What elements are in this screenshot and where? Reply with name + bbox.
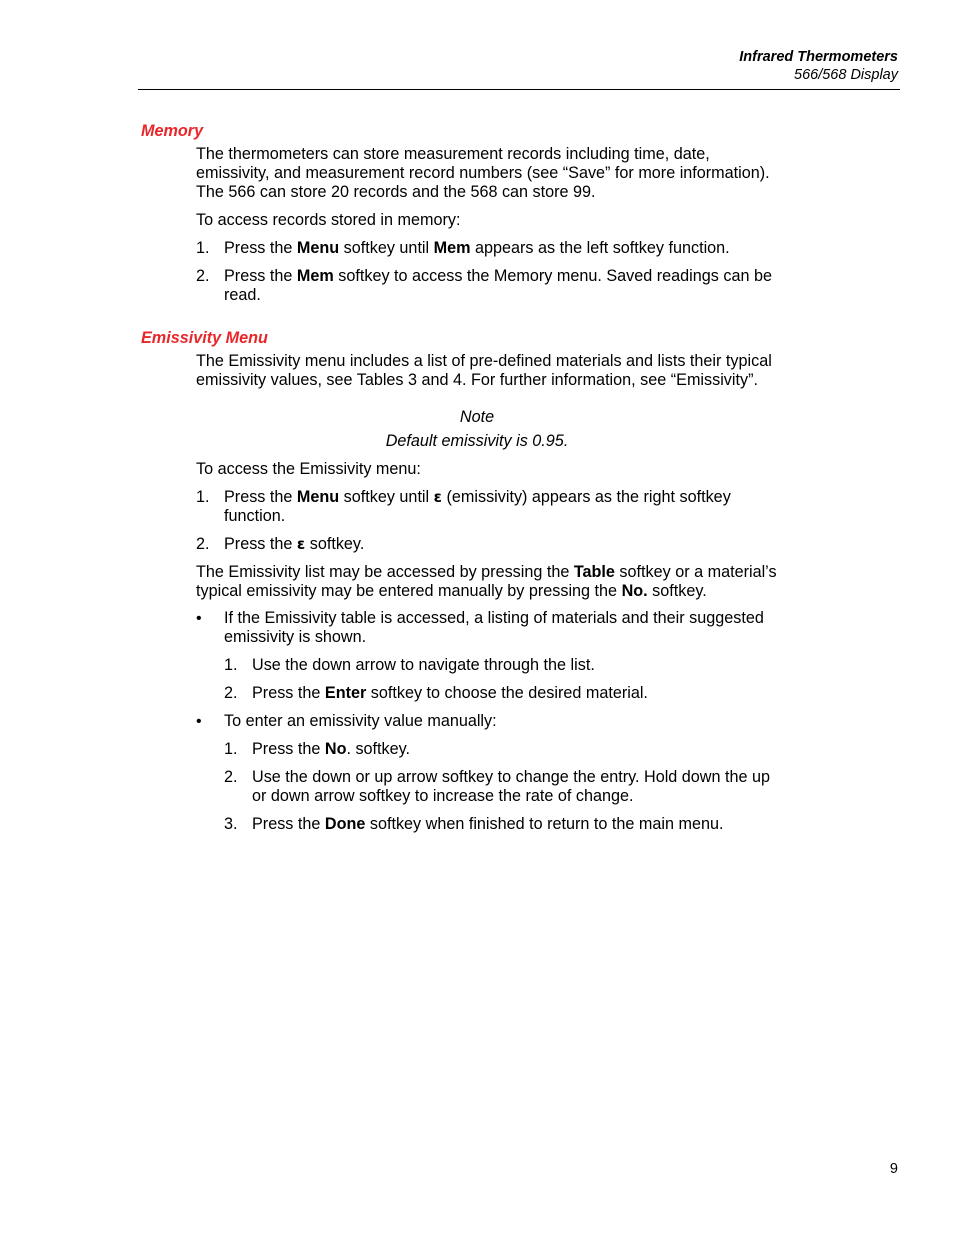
- bullet-item-manual: To enter an emissivity value manually:: [224, 712, 497, 730]
- softkey-name: Done: [324, 815, 366, 833]
- softkey-name: Mem: [433, 239, 471, 257]
- header-rule: [138, 89, 900, 90]
- running-header-title: Infrared Thermometers: [739, 49, 898, 65]
- text: softkey when finished to return to the main menu.: [365, 815, 724, 833]
- memory-heading: Memory: [141, 122, 204, 140]
- bullet-item-table: [224, 609, 764, 647]
- text: softkey to choose the desired material.: [366, 684, 648, 702]
- bullet-line: emissivity is shown.: [224, 628, 367, 646]
- step-line: function.: [224, 507, 286, 525]
- para-line: [196, 563, 821, 582]
- softkey-name: Menu: [296, 239, 340, 257]
- text: (emissivity) appears as the right softkey: [442, 488, 731, 506]
- text: appears as the left softkey function.: [470, 239, 730, 257]
- emissivity-list-para: [196, 563, 821, 601]
- memory-access-text: To access records stored in memory:: [196, 211, 461, 229]
- step-line: read.: [224, 286, 261, 304]
- step-line: Use the down or up arrow softkey to change the entry. Hold down the up: [252, 768, 770, 786]
- bullet-line: If the Emissivity table is accessed, a listing of materials and their suggested: [224, 609, 764, 627]
- softkey-name: Menu: [296, 488, 340, 506]
- memory-intro-line: The 566 can store 20 records and the 568 can store 99.: [196, 183, 596, 201]
- text: softkey or a material’s: [614, 563, 777, 581]
- text: softkey to access the Memory menu. Saved readings can be: [333, 267, 772, 285]
- manual-step-1: [252, 740, 410, 759]
- emissivity-icon: ε: [433, 488, 442, 506]
- step-number: 2.: [196, 535, 210, 553]
- text: Press the: [252, 740, 325, 758]
- memory-intro-line: emissivity, and measurement record numbers (see “Save” for more information).: [196, 164, 770, 182]
- emissivity-heading: Emissivity Menu: [141, 329, 268, 347]
- text: The Emissivity list may be accessed by pressing the: [196, 563, 574, 581]
- softkey-name: No.: [621, 582, 648, 600]
- step-number: 1.: [224, 740, 238, 758]
- bullet-icon: •: [196, 610, 202, 627]
- step-line: [224, 267, 772, 286]
- step-number: 1.: [196, 488, 210, 506]
- text: . softkey.: [346, 740, 411, 758]
- note-text: Default emissivity is 0.95.: [385, 432, 569, 450]
- bullet-icon: •: [196, 713, 202, 730]
- emissivity-step-2: [224, 535, 364, 554]
- text: typical emissivity may be entered manually by pressing the: [196, 582, 622, 600]
- emissivity-access-text: To access the Emissivity menu:: [196, 460, 421, 478]
- step-number: 1.: [224, 656, 238, 674]
- memory-intro-line: The thermometers can store measurement records including time, date,: [196, 145, 710, 163]
- step-line: or down arrow softkey to increase the rate of change.: [252, 787, 634, 805]
- step-number: 2.: [196, 267, 210, 285]
- step-line: [224, 488, 731, 507]
- emissivity-icon: ε: [296, 535, 306, 553]
- manual-step-3: [252, 815, 723, 834]
- emissivity-intro: [196, 352, 821, 390]
- text: Press the: [252, 815, 325, 833]
- memory-step-1: [224, 239, 730, 258]
- table-step-1: Use the down arrow to navigate through the list.: [252, 656, 595, 674]
- text: softkey until: [339, 488, 434, 506]
- step-number: 3.: [224, 815, 238, 833]
- text: Press the: [224, 488, 297, 506]
- memory-step-2: [224, 267, 772, 305]
- softkey-name: Table: [573, 563, 615, 581]
- emissivity-intro-line: The Emissivity menu includes a list of pre-defined materials and lists their typical: [196, 352, 772, 370]
- note-label: Note: [459, 408, 495, 426]
- text: Press the: [224, 239, 297, 257]
- emissivity-intro-line: emissivity values, see Tables 3 and 4. For further information, see “Emissivity”.: [196, 371, 758, 389]
- softkey-name: No: [324, 740, 347, 758]
- step-number: 2.: [224, 684, 238, 702]
- softkey-name: Enter: [324, 684, 367, 702]
- text: Press the: [252, 684, 325, 702]
- softkey-name: Mem: [296, 267, 334, 285]
- memory-intro: [196, 145, 821, 202]
- step-number: 1.: [196, 239, 210, 257]
- manual-step-2: [252, 768, 770, 806]
- table-step-2: [252, 684, 648, 703]
- text: Press the: [224, 535, 297, 553]
- para-line: [196, 582, 821, 601]
- step-number: 2.: [224, 768, 238, 786]
- text: softkey until: [339, 239, 434, 257]
- text: Press the: [224, 267, 297, 285]
- emissivity-step-1: [224, 488, 731, 526]
- text: softkey.: [647, 582, 707, 600]
- text: softkey.: [305, 535, 365, 553]
- running-header-subtitle: 566/568 Display: [794, 67, 898, 83]
- page-number: 9: [889, 1161, 898, 1177]
